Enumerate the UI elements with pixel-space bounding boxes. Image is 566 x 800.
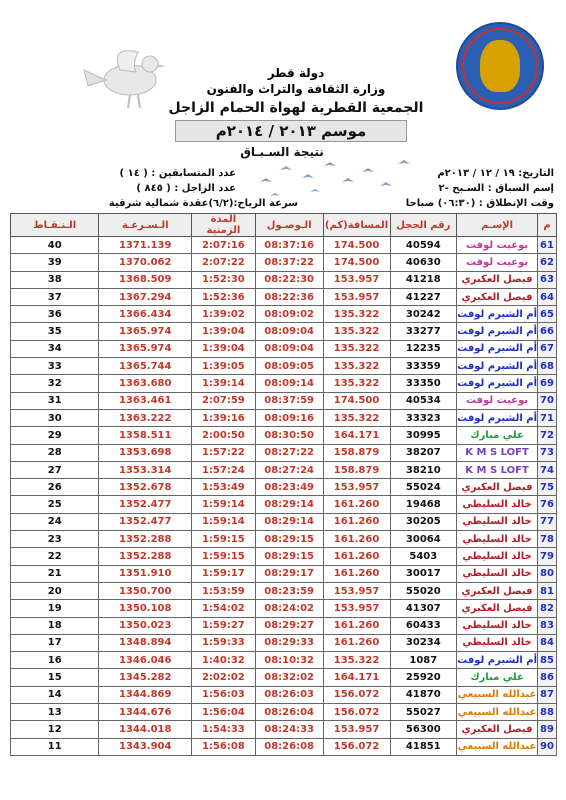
cell-arrival: 08:29:14 — [255, 513, 323, 530]
cell-speed: 1371.139 — [99, 237, 192, 254]
cell-no: 90 — [538, 738, 557, 755]
cell-name: فيصل العكبري — [457, 479, 538, 496]
cell-arrival: 08:22:30 — [255, 271, 323, 288]
table-row — [11, 617, 557, 634]
cell-speed: 1363.222 — [99, 409, 192, 426]
cell-ring: 33359 — [390, 358, 457, 375]
cell-points: 18 — [11, 617, 99, 634]
cell-arrival: 08:29:14 — [255, 496, 323, 513]
table-row — [11, 600, 557, 617]
cell-no: 76 — [538, 496, 557, 513]
cell-ring: 5403 — [390, 548, 457, 565]
cell-duration: 1:39:04 — [192, 323, 256, 340]
cell-distance: 161.260 — [323, 565, 390, 582]
cell-ring: 30064 — [390, 531, 457, 548]
cell-arrival: 08:37:59 — [255, 392, 323, 409]
table-row — [11, 531, 557, 548]
cell-ring: 41307 — [390, 600, 457, 617]
cell-ring: 41870 — [390, 686, 457, 703]
table-row — [11, 409, 557, 426]
cell-speed: 1366.434 — [99, 306, 192, 323]
cell-distance: 156.072 — [323, 738, 390, 755]
cell-arrival: 08:09:05 — [255, 358, 323, 375]
results-table — [10, 213, 557, 756]
cell-distance: 174.500 — [323, 237, 390, 254]
cell-ring: 55024 — [390, 479, 457, 496]
cell-speed: 1367.294 — [99, 288, 192, 305]
cell-name: أم الشبرم لوفت — [457, 375, 538, 392]
cell-ring: 19468 — [390, 496, 457, 513]
cell-speed: 1353.698 — [99, 444, 192, 461]
cell-points: 36 — [11, 306, 99, 323]
cell-distance: 158.879 — [323, 461, 390, 478]
cell-distance: 161.260 — [323, 531, 390, 548]
cell-duration: 1:39:04 — [192, 340, 256, 357]
ministry-title: وزارة الثقافة والتراث والفنون — [206, 82, 386, 96]
cell-name: عبدالله السبيعي — [457, 704, 538, 721]
cell-ring: 30242 — [390, 306, 457, 323]
cell-points: 22 — [11, 548, 99, 565]
flying-birds-icon — [250, 152, 420, 200]
cell-points: 17 — [11, 634, 99, 651]
cell-speed: 1352.678 — [99, 479, 192, 496]
cell-distance: 174.500 — [323, 254, 390, 271]
col-arrival: الـوصـول — [255, 214, 323, 237]
cell-name: فيصل العكبري — [457, 582, 538, 599]
cell-distance: 164.171 — [323, 669, 390, 686]
cell-name: فيصل العكبري — [457, 721, 538, 738]
cell-no: 63 — [538, 271, 557, 288]
col-name: الإسـم — [457, 214, 538, 237]
cell-duration: 2:07:16 — [192, 237, 256, 254]
cell-duration: 1:54:02 — [192, 600, 256, 617]
cell-ring: 41227 — [390, 288, 457, 305]
result-title: نتيجة السـبـاق — [240, 145, 324, 159]
cell-no: 72 — [538, 427, 557, 444]
cell-points: 38 — [11, 271, 99, 288]
cell-name: فيصل العكبري — [457, 600, 538, 617]
cell-arrival: 08:26:03 — [255, 686, 323, 703]
cell-no: 78 — [538, 531, 557, 548]
cell-speed: 1365.974 — [99, 323, 192, 340]
cell-no: 64 — [538, 288, 557, 305]
cell-no: 75 — [538, 479, 557, 496]
cell-arrival: 08:23:59 — [255, 582, 323, 599]
cell-arrival: 08:29:33 — [255, 634, 323, 651]
cell-no: 65 — [538, 306, 557, 323]
cell-name: خالد السليطي — [457, 617, 538, 634]
cell-duration: 1:57:22 — [192, 444, 256, 461]
cell-distance: 161.260 — [323, 513, 390, 530]
table-row — [11, 721, 557, 738]
table-row — [11, 323, 557, 340]
cell-ring: 30995 — [390, 427, 457, 444]
cell-no: 61 — [538, 237, 557, 254]
cell-speed: 1351.910 — [99, 565, 192, 582]
society-title: الجمعية القطرية لهواة الحمام الزاجل — [168, 100, 424, 116]
cell-name: علي مبارك — [457, 669, 538, 686]
col-points: الـنـقـاط — [11, 214, 99, 237]
cell-distance: 135.322 — [323, 323, 390, 340]
cell-distance: 153.957 — [323, 288, 390, 305]
cell-ring: 40630 — [390, 254, 457, 271]
cell-arrival: 08:23:49 — [255, 479, 323, 496]
table-row — [11, 548, 557, 565]
cell-name: أم الشبرم لوفت — [457, 409, 538, 426]
cell-speed: 1363.461 — [99, 392, 192, 409]
cell-name: عبدالله السبيعي — [457, 738, 538, 755]
cell-name: أم الشبرم لوفت — [457, 652, 538, 669]
cell-duration: 1:59:27 — [192, 617, 256, 634]
cell-distance: 161.260 — [323, 548, 390, 565]
table-row — [11, 237, 557, 254]
cell-speed: 1344.676 — [99, 704, 192, 721]
cell-points: 39 — [11, 254, 99, 271]
cell-ring: 40594 — [390, 237, 457, 254]
cell-duration: 1:57:24 — [192, 461, 256, 478]
cell-duration: 1:56:03 — [192, 686, 256, 703]
cell-arrival: 08:09:02 — [255, 306, 323, 323]
cell-duration: 2:07:59 — [192, 392, 256, 409]
cell-no: 69 — [538, 375, 557, 392]
table-row — [11, 652, 557, 669]
cell-distance: 153.957 — [323, 582, 390, 599]
cell-speed: 1344.018 — [99, 721, 192, 738]
cell-points: 27 — [11, 461, 99, 478]
cell-duration: 2:00:50 — [192, 427, 256, 444]
cell-speed: 1350.023 — [99, 617, 192, 634]
cell-arrival: 08:26:08 — [255, 738, 323, 755]
table-body — [11, 237, 557, 756]
cell-duration: 2:02:02 — [192, 669, 256, 686]
table-row — [11, 669, 557, 686]
competitors-count: عدد المتسابقين : ( ١٤ ) — [119, 168, 236, 179]
cell-points: 15 — [11, 669, 99, 686]
cell-arrival: 08:09:04 — [255, 323, 323, 340]
cell-name: خالد السليطي — [457, 513, 538, 530]
cell-points: 31 — [11, 392, 99, 409]
cell-arrival: 08:24:02 — [255, 600, 323, 617]
cell-duration: 1:53:49 — [192, 479, 256, 496]
cell-distance: 135.322 — [323, 652, 390, 669]
table-row — [11, 288, 557, 305]
cell-arrival: 08:24:33 — [255, 721, 323, 738]
cell-distance: 153.957 — [323, 479, 390, 496]
cell-ring: 25920 — [390, 669, 457, 686]
cell-ring: 33323 — [390, 409, 457, 426]
col-distance: المسافة(كم) — [323, 214, 390, 237]
table-header-row — [11, 214, 557, 237]
cell-duration: 1:39:05 — [192, 358, 256, 375]
cell-duration: 1:59:15 — [192, 531, 256, 548]
table-row — [11, 375, 557, 392]
cell-points: 11 — [11, 738, 99, 755]
cell-speed: 1346.046 — [99, 652, 192, 669]
cell-ring: 30234 — [390, 634, 457, 651]
cell-duration: 1:59:33 — [192, 634, 256, 651]
cell-arrival: 08:30:50 — [255, 427, 323, 444]
race-date: التاريخ: ١٩ / ١٢ / ٢٠١٣م — [437, 168, 554, 179]
table-row — [11, 271, 557, 288]
cell-speed: 1353.314 — [99, 461, 192, 478]
cell-speed: 1352.288 — [99, 531, 192, 548]
cell-duration: 1:52:30 — [192, 271, 256, 288]
cell-name: فيصل العكبري — [457, 288, 538, 305]
cell-name: بوعيت لوفت — [457, 237, 538, 254]
cell-no: 68 — [538, 358, 557, 375]
cell-points: 30 — [11, 409, 99, 426]
cell-points: 14 — [11, 686, 99, 703]
cell-distance: 153.957 — [323, 721, 390, 738]
cell-speed: 1368.509 — [99, 271, 192, 288]
country-title: دولة قطر — [267, 66, 325, 80]
cell-speed: 1352.288 — [99, 548, 192, 565]
cell-duration: 1:56:04 — [192, 704, 256, 721]
cell-distance: 156.072 — [323, 704, 390, 721]
cell-name: K M S LOFT — [457, 444, 538, 461]
release-time: وقت الإنطلاق : (٠٦:٣٠) صباحا — [405, 198, 554, 209]
cell-ring: 12235 — [390, 340, 457, 357]
cell-name: خالد السليطي — [457, 548, 538, 565]
cell-arrival: 08:09:14 — [255, 375, 323, 392]
cell-points: 28 — [11, 444, 99, 461]
table-row — [11, 392, 557, 409]
cell-name: خالد السليطي — [457, 496, 538, 513]
cell-speed: 1370.062 — [99, 254, 192, 271]
cell-duration: 1:39:14 — [192, 375, 256, 392]
table-row — [11, 513, 557, 530]
cell-name: خالد السليطي — [457, 565, 538, 582]
table-row — [11, 358, 557, 375]
cell-speed: 1350.108 — [99, 600, 192, 617]
table-row — [11, 686, 557, 703]
cell-arrival: 08:29:17 — [255, 565, 323, 582]
birds-count: عدد الزاجل : ( ٨٤٥ ) — [136, 183, 236, 194]
table-row — [11, 582, 557, 599]
cell-duration: 1:53:59 — [192, 582, 256, 599]
cell-arrival: 08:29:15 — [255, 548, 323, 565]
cell-no: 82 — [538, 600, 557, 617]
cell-distance: 161.260 — [323, 634, 390, 651]
cell-speed: 1352.477 — [99, 513, 192, 530]
table-row — [11, 254, 557, 271]
cell-arrival: 08:37:16 — [255, 237, 323, 254]
cell-points: 37 — [11, 288, 99, 305]
wind-speed: سرعة الرياح:(٦/٢)عقدة شمالية شرقية — [108, 198, 298, 209]
cell-speed: 1348.894 — [99, 634, 192, 651]
cell-no: 85 — [538, 652, 557, 669]
cell-speed: 1358.511 — [99, 427, 192, 444]
col-ring: رقم الحجل — [390, 214, 457, 237]
cell-arrival: 08:29:15 — [255, 531, 323, 548]
cell-ring: 1087 — [390, 652, 457, 669]
cell-points: 12 — [11, 721, 99, 738]
cell-no: 67 — [538, 340, 557, 357]
cell-distance: 174.500 — [323, 392, 390, 409]
cell-no: 66 — [538, 323, 557, 340]
cell-name: خالد السليطي — [457, 531, 538, 548]
cell-duration: 1:59:14 — [192, 496, 256, 513]
cell-speed: 1365.974 — [99, 340, 192, 357]
cell-arrival: 08:27:22 — [255, 444, 323, 461]
cell-name: خالد السليطي — [457, 634, 538, 651]
cell-duration: 1:39:02 — [192, 306, 256, 323]
cell-points: 34 — [11, 340, 99, 357]
table-row — [11, 704, 557, 721]
cell-duration: 1:59:15 — [192, 548, 256, 565]
cell-duration: 1:56:08 — [192, 738, 256, 755]
cell-ring: 60433 — [390, 617, 457, 634]
cell-duration: 1:59:14 — [192, 513, 256, 530]
col-duration: المدة الزمنية — [192, 214, 256, 237]
table-row — [11, 738, 557, 755]
cell-no: 83 — [538, 617, 557, 634]
col-no: م — [538, 214, 557, 237]
cell-name: أم الشبرم لوفت — [457, 306, 538, 323]
table-row — [11, 496, 557, 513]
cell-arrival: 08:27:24 — [255, 461, 323, 478]
cell-points: 25 — [11, 496, 99, 513]
cell-points: 19 — [11, 600, 99, 617]
cell-ring: 40534 — [390, 392, 457, 409]
cell-no: 77 — [538, 513, 557, 530]
cell-points: 35 — [11, 323, 99, 340]
cell-ring: 38210 — [390, 461, 457, 478]
cell-points: 40 — [11, 237, 99, 254]
cell-ring: 30017 — [390, 565, 457, 582]
cell-no: 70 — [538, 392, 557, 409]
cell-points: 24 — [11, 513, 99, 530]
cell-distance: 164.171 — [323, 427, 390, 444]
cell-arrival: 08:32:02 — [255, 669, 323, 686]
cell-speed: 1350.700 — [99, 582, 192, 599]
cell-no: 73 — [538, 444, 557, 461]
cell-distance: 135.322 — [323, 358, 390, 375]
cell-duration: 1:52:36 — [192, 288, 256, 305]
cell-arrival: 08:26:04 — [255, 704, 323, 721]
cell-no: 71 — [538, 409, 557, 426]
cell-distance: 158.879 — [323, 444, 390, 461]
cell-speed: 1365.744 — [99, 358, 192, 375]
cell-no: 89 — [538, 721, 557, 738]
cell-arrival: 08:37:22 — [255, 254, 323, 271]
cell-name: علي مبارك — [457, 427, 538, 444]
cell-speed: 1345.282 — [99, 669, 192, 686]
cell-distance: 156.072 — [323, 686, 390, 703]
cell-distance: 153.957 — [323, 600, 390, 617]
table-row — [11, 479, 557, 496]
cell-distance: 153.957 — [323, 271, 390, 288]
cell-name: K M S LOFT — [457, 461, 538, 478]
cell-name: فيصل العكبري — [457, 271, 538, 288]
cell-points: 29 — [11, 427, 99, 444]
table-row — [11, 444, 557, 461]
cell-arrival: 08:22:36 — [255, 288, 323, 305]
cell-speed: 1352.477 — [99, 496, 192, 513]
season-banner: موسم ٢٠١٣ / ٢٠١٤م — [175, 120, 407, 142]
cell-arrival: 08:09:04 — [255, 340, 323, 357]
cell-points: 13 — [11, 704, 99, 721]
society-logo — [456, 22, 544, 110]
cell-ring: 33350 — [390, 375, 457, 392]
cell-ring: 56300 — [390, 721, 457, 738]
cell-no: 80 — [538, 565, 557, 582]
cell-name: بوعيت لوفت — [457, 254, 538, 271]
cell-no: 88 — [538, 704, 557, 721]
cell-duration: 1:40:32 — [192, 652, 256, 669]
cell-duration: 1:39:16 — [192, 409, 256, 426]
qatar-map-icon — [480, 40, 520, 92]
cell-name: أم الشبرم لوفت — [457, 340, 538, 357]
cell-points: 21 — [11, 565, 99, 582]
cell-name: أم الشبرم لوفت — [457, 358, 538, 375]
cell-ring: 33277 — [390, 323, 457, 340]
cell-name: عبدالله السبيعي — [457, 686, 538, 703]
cell-points: 16 — [11, 652, 99, 669]
cell-distance: 135.322 — [323, 375, 390, 392]
cell-name: بوعيت لوفت — [457, 392, 538, 409]
table-row — [11, 427, 557, 444]
cell-duration: 1:54:33 — [192, 721, 256, 738]
cell-points: 20 — [11, 582, 99, 599]
table-row — [11, 340, 557, 357]
cell-duration: 1:59:17 — [192, 565, 256, 582]
cell-points: 32 — [11, 375, 99, 392]
cell-no: 87 — [538, 686, 557, 703]
cell-no: 62 — [538, 254, 557, 271]
table-row — [11, 634, 557, 651]
cell-points: 33 — [11, 358, 99, 375]
cell-ring: 41851 — [390, 738, 457, 755]
cell-distance: 135.322 — [323, 409, 390, 426]
cell-name: أم الشبرم لوفت — [457, 323, 538, 340]
cell-points: 26 — [11, 479, 99, 496]
cell-arrival: 08:29:27 — [255, 617, 323, 634]
cell-ring: 41218 — [390, 271, 457, 288]
cell-no: 79 — [538, 548, 557, 565]
cell-distance: 161.260 — [323, 496, 390, 513]
race-name: إسم السباق : السـبح -٢ — [438, 183, 554, 194]
cell-no: 81 — [538, 582, 557, 599]
cell-ring: 30205 — [390, 513, 457, 530]
cell-duration: 2:07:22 — [192, 254, 256, 271]
table-row — [11, 565, 557, 582]
cell-points: 23 — [11, 531, 99, 548]
cell-ring: 55020 — [390, 582, 457, 599]
table-row — [11, 461, 557, 478]
cell-ring: 38207 — [390, 444, 457, 461]
cell-no: 74 — [538, 461, 557, 478]
cell-arrival: 08:09:16 — [255, 409, 323, 426]
cell-distance: 135.322 — [323, 340, 390, 357]
cell-distance: 161.260 — [323, 617, 390, 634]
cell-arrival: 08:10:32 — [255, 652, 323, 669]
cell-speed: 1343.904 — [99, 738, 192, 755]
table-row — [11, 306, 557, 323]
cell-ring: 55027 — [390, 704, 457, 721]
cell-speed: 1363.680 — [99, 375, 192, 392]
cell-no: 86 — [538, 669, 557, 686]
cell-distance: 135.322 — [323, 306, 390, 323]
cell-no: 84 — [538, 634, 557, 651]
cell-speed: 1344.869 — [99, 686, 192, 703]
col-speed: الـسـرعـة — [99, 214, 192, 237]
